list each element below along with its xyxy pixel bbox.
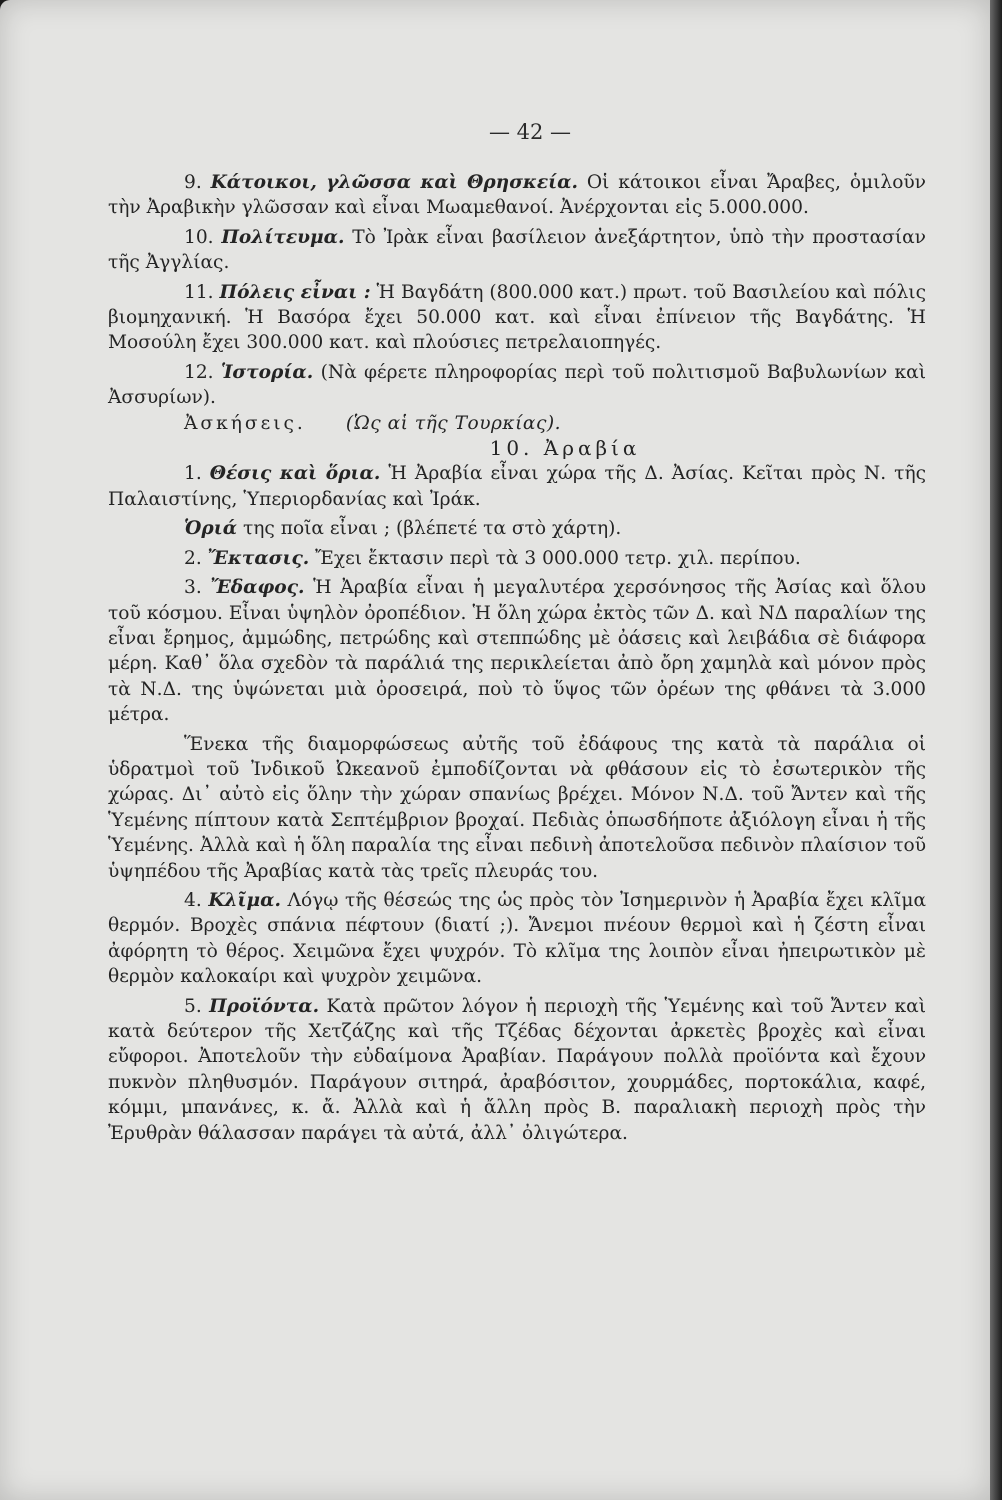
paragraph-terrain <box>108 575 926 727</box>
paragraph-history <box>108 360 926 411</box>
item-text: Ἔχει ἔκτασιν περὶ τὰ 3 000.000 τετρ. χιλ. περίπου. <box>309 547 801 569</box>
item-heading: Κλῖμα. <box>208 889 281 911</box>
item-text: Ἡ Ἀραβία εἶναι ἡ μεγαλυτέρα χερσόνησος τῆς Ἀσίας καὶ ὅλου τοῦ κόσμου. Εἶναι ὑψηλὸν ὀροπέδιον. Ἡ ὅλη χώρα ἐκτὸς τῶν Δ. καὶ ΝΔ παραλίων της εἶναι ἔρημος, ἀμμώδης, πετρώδης καὶ στεππώδης μὲ ὀάσεις καὶ λειβάδια σὲ διάφορα μέρη. Καθ᾽ ὅλα σχεδὸν τὰ παράλιά της περικλείεται ἀπὸ ὄρη χαμηλὰ καὶ μόνον πρὸς τὰ Ν.Δ. της ὑψώνεται μιὰ ὀροσειρά, ποὺ τὸ ὕψος τῶν ὀρέων της φθάνει τὰ 3.000 μέτρα. <box>108 577 926 726</box>
item-number: 2. <box>184 547 208 569</box>
exercises-note: (Ὡς αἱ τῆς Τουρκίας). <box>345 412 562 434</box>
item-number: 11. <box>184 281 220 303</box>
paragraph-products <box>108 994 926 1146</box>
paragraph-borders <box>108 516 926 541</box>
exercises-line <box>108 411 926 436</box>
paragraph-area <box>108 546 926 571</box>
item-text: της ποῖα εἶναι ; (βλέπετέ τα στὸ χάρτη). <box>237 518 622 540</box>
item-number: 4. <box>184 889 209 911</box>
item-text: Οἱ κάτοικοι εἶναι Ἄραβες, ὁμιλοῦν τὴν Ἀραβικὴν γλῶσσαν καὶ εἶναι Μωαμεθανοί. Ἀνέρχονται εἰς 5.000.000. <box>108 172 926 219</box>
item-text: Λόγῳ τῆς θέσεώς της ὡς πρὸς τὸν Ἰσημερινὸν ἡ Ἀραβία ἔχει κλῖμα θερμόν. Βροχὲς σπάνια πέφτουν (διατί ;). Ἄνεμοι πνέουν θερμοὶ καὶ ἡ ζέστη εἶναι ἀφόρητη τὸ θέρος. Χειμῶνα ἔχει ψυχρόν. Τὸ κλῖμα της λοιπὸν εἶναι ἠπειρωτικὸν μὲ θερμὸν καλοκαίρι καὶ ψυχρὸν χειμῶνα. <box>108 889 926 988</box>
item-number: 3. <box>184 577 211 599</box>
paragraph-terrain-cont: Ἕνεκα τῆς διαμορφώσεως αὐτῆς τοῦ ἐδάφους της κατὰ τὰ παράλια οἱ ὑδρατμοὶ τοῦ Ἰνδικοῦ Ὠκεανοῦ ἐμποδίζονται νὰ φθάσουν εἰς τὸ ἐσωτερικὸν τῆς χώρας. Δι᾽ αὐτὸ εἰς ὅλην τὴν χώραν σπανίως βρέχει. Μόνον Ν.Δ. τοῦ Ἄντεν καὶ τῆς Ὑεμένης πίπτουν κατὰ Σεπτέμβριον βροχαί. Πεδιὰς ὁπωσδήποτε ἀξιόλογη εἶναι ἡ τῆς Ὑεμένης. Ἀλλὰ καὶ ἡ ὅλη παραλία της εἶναι πεδινὴ ἀποτελοῦσα πεδινὸν πλαίσιον τοῦ ὑψηπέδου τῆς Ἀραβίας κατὰ τὰς τρεῖς πλευράς του. <box>108 733 926 882</box>
item-text: Ἡ Βαγδάτη (800.000 κατ.) πρωτ. τοῦ Βασιλείου καὶ πόλις βιομηχανική. Ἡ Βασόρα ἔχει 50.000 κατ. καὶ εἶναι ἐπίνειον τῆς Βαγδάτης. Ἡ Μοσούλη ἔχει 300.000 κατ. καὶ πλούσιες πετρελαιοπηγές. <box>108 281 926 354</box>
item-heading: Πόλεις εἶναι : <box>219 281 371 303</box>
item-heading: Ἔδαφος. <box>210 577 305 599</box>
item-text: Τὸ Ἰρὰκ εἶναι βασίλειον ἀνεξάρτητον, ὑπὸ τὴν προστασίαν τῆς Ἀγγλίας. <box>108 226 926 274</box>
page-edge-shadow <box>990 0 1002 1500</box>
item-number: 10. <box>184 226 222 248</box>
item-number: 9. <box>184 172 211 193</box>
item-number: 12. <box>184 361 221 383</box>
paragraph-cities <box>108 280 926 356</box>
item-number: 5. <box>184 995 210 1017</box>
item-text: Ἡ Ἀραβία εἶναι χώρα τῆς Δ. Ἀσίας. Κεῖται πρὸς Ν. τῆς Παλαιστίνης, Ὑπεριορδανίας καὶ Ἰράκ. <box>108 463 927 510</box>
item-heading: Θέσις καὶ ὅρια. <box>209 463 381 485</box>
paragraph-government <box>108 225 926 276</box>
paragraph-inhabitants <box>108 170 926 221</box>
page-number: — 42 — <box>488 120 572 144</box>
item-heading: Προϊόντα. <box>209 995 320 1017</box>
exercises-label: Ἀσκήσεις. <box>184 412 306 434</box>
item-heading: Ἔκτασις. <box>207 547 310 569</box>
paragraph-position <box>108 461 926 512</box>
item-heading: Πολίτευμα. <box>221 226 345 248</box>
section-title: 10. Ἀραβία <box>489 436 641 461</box>
item-heading: Ἱστορία. <box>220 361 314 383</box>
page-body <box>108 170 926 1146</box>
paragraph-climate <box>108 888 926 990</box>
item-heading: Ὁριά <box>184 518 238 540</box>
item-text: Κατὰ πρῶτον λόγον ἡ περιοχὴ τῆς Ὑεμένης καὶ τοῦ Ἄντεν καὶ κατὰ δεύτερον τῆς Χετζάζης καὶ τῆς Τζέδας δέχονται ἀρκετὲς βροχὲς καὶ εἶναι εὔφοροι. Ἀποτελοῦν τὴν εὐδαίμονα Ἀραβίαν. Παράγουν πολλὰ προϊόντα καὶ ἔχουν πυκνὸν πληθυσμόν. Παράγουν σιτηρά, ἀραβόσιτον, χουρμάδες, πορτοκάλια, καφέ, κόμμι, μπανάνες, κ. ἄ. Ἀλλὰ καὶ ἡ ἄλλη πρὸς Β. παραλιακὴ περιοχὴ πρὸς τὴν Ἐρυθρὰν θάλασσαν παράγει τὰ αὐτά, ἀλλ᾽ ὀλιγώτερα. <box>108 995 926 1144</box>
item-number: 1. <box>184 463 210 485</box>
item-heading: Κάτοικοι, γλῶσσα καὶ Θρησκεία. <box>210 172 578 193</box>
item-text: (Νὰ φέρετε πληροφορίας περὶ τοῦ πολιτισμοῦ Βαβυλωνίων καὶ Ἀσσυρίων). <box>108 361 927 409</box>
